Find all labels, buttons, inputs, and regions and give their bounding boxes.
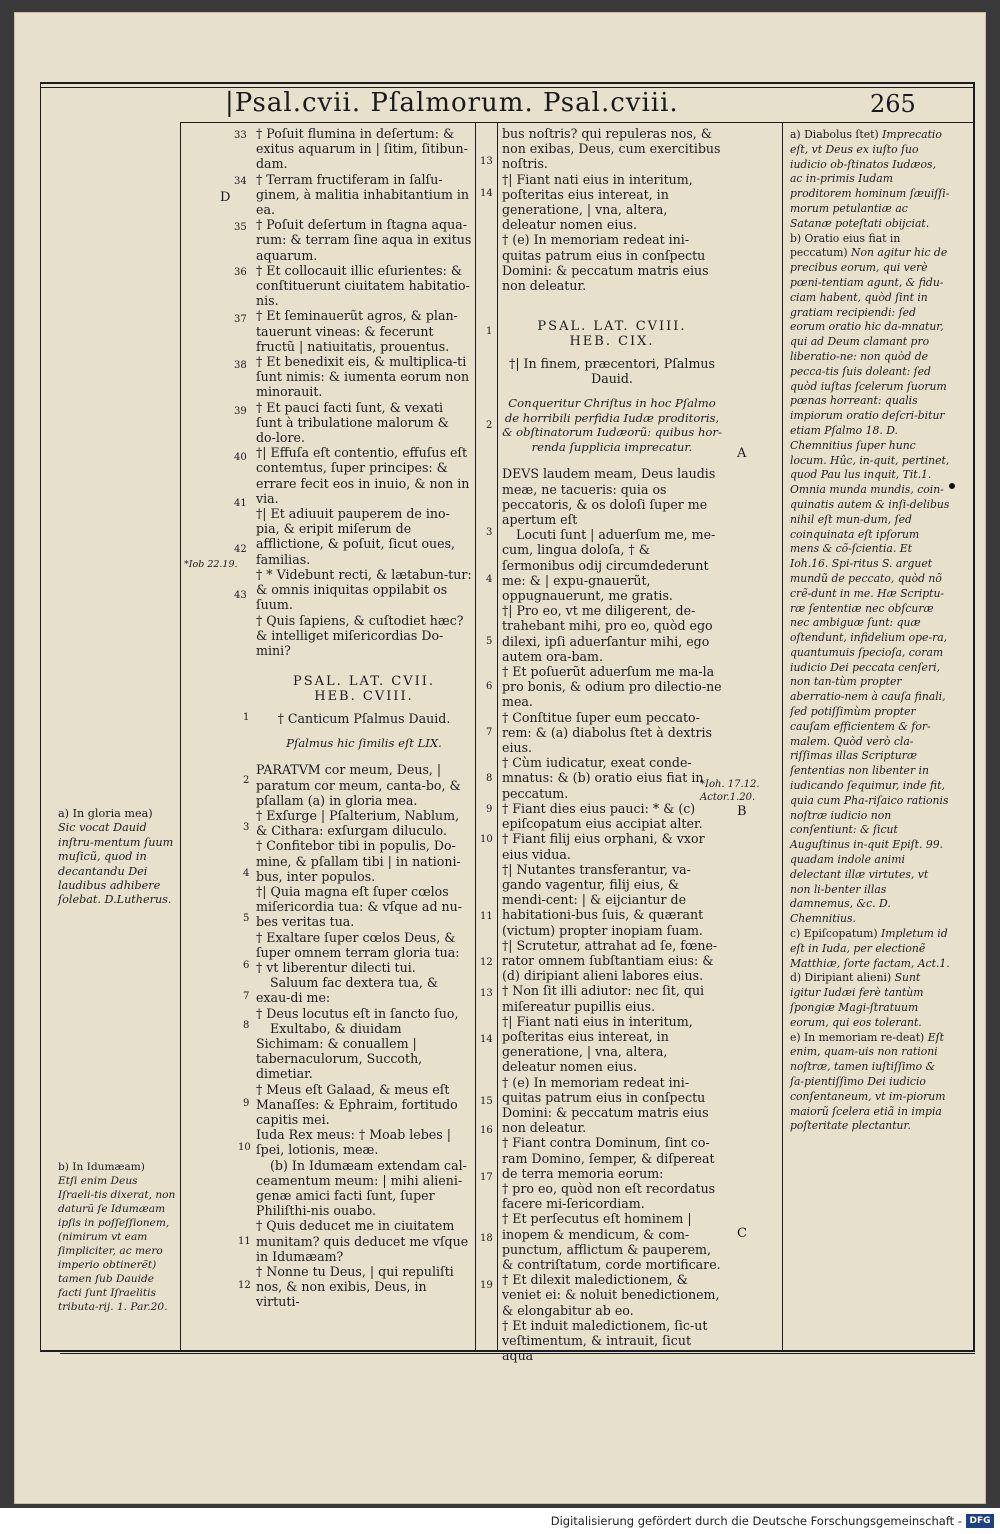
psalm-heading-hebrew: HEB. CIX. bbox=[569, 334, 655, 350]
verse: † (e) In memoriam redeat ini-quitas patrum eius in conſpectu Domini: & peccatum matris eius non deleatur. bbox=[502, 1074, 709, 1136]
margin-note bbox=[58, 807, 176, 908]
column-rule bbox=[475, 122, 476, 1350]
verse: † Cùm iudicatur, exeat conde-mnatus: & (b) oratio eius fiat in peccatum. bbox=[502, 755, 704, 801]
section-letter: D bbox=[220, 190, 231, 205]
verse-number: 36 bbox=[234, 267, 247, 278]
psalm-heading-hebrew: HEB. CVIII. bbox=[314, 689, 414, 705]
verse: † Poſuit deſertum in ſtagna aqua-rum: & terram ſine aqua in exitus aquarum. bbox=[256, 217, 472, 263]
commentary-text: Impletum id eſt in Iuda, per electionẽ Matthiæ, ſorte factam, Act.1. bbox=[790, 927, 950, 970]
verse: † Fiant contra Dominum, ſint co-ram Domino, ſemper, & diſpereat de terra memoria eorum: bbox=[502, 1135, 715, 1181]
verse-number: 37 bbox=[234, 314, 247, 325]
verse-number: 6 bbox=[486, 681, 493, 692]
verse-number: 43 bbox=[234, 590, 247, 601]
verse-number: 14 bbox=[480, 188, 493, 199]
verse-number: 6 bbox=[243, 960, 250, 971]
page-number: 265 bbox=[870, 90, 916, 118]
verse: † Terram fructiferam in ſalſu-ginem, à malitia inhabitantium in ea. bbox=[256, 171, 470, 218]
text-column-left bbox=[256, 126, 472, 1310]
verse-number: 39 bbox=[234, 406, 247, 417]
verse: †| Quia magna eſt ſuper cœlos miſericordia tua: & vſque ad nu-bes veritas tua. bbox=[256, 883, 462, 930]
verse: † Quis deducet me in ciuitatem munitam? quis deducet me vſque in Idumæam? bbox=[256, 1218, 469, 1264]
verse-number: 38 bbox=[234, 360, 247, 371]
commentary-text: Imprecatio eſt, vt Deus ex iuſto ſuo iudicio ob-ſtinatos Iudæos, ac in-primis Iudam proditorem hominum ſæuiſſi-morum petulantiæ ac Satanæ poteſtati obijciat. bbox=[790, 128, 950, 230]
verse-number: 8 bbox=[243, 1020, 250, 1031]
commentary-note bbox=[790, 232, 950, 927]
section-letter: A bbox=[737, 446, 747, 461]
commentary-text: Sunt igitur Iudæi ferè tantùm ſpongiæ Magi-ſtratuum eorum, qui eos tolerant. bbox=[790, 971, 924, 1029]
psalm-heading: PSAL. LAT. CVII. bbox=[292, 674, 435, 690]
verse-number: 8 bbox=[486, 773, 493, 784]
verse: DEVS laudem meam, Deus laudis meæ, ne tacueris: quia os peccatoris, & os doloſi ſuper me apertum eſt bbox=[502, 466, 716, 528]
verse: † Et perſecutus eſt hominem | inopem & mendicum, & com-punctum, afflictum & pauperem, & contriſtatum, corde mortificare. bbox=[502, 1211, 721, 1272]
verse-number: 4 bbox=[486, 574, 493, 585]
verse-number: 42 bbox=[234, 544, 247, 555]
verse-number: 34 bbox=[234, 176, 247, 187]
verse-number: 16 bbox=[480, 1125, 493, 1136]
verse-number: 33 bbox=[234, 130, 247, 141]
verse: † Fiant filij eius orphani, & vxor eius vidua. bbox=[502, 831, 705, 862]
verse: †| Fiant nati eius in interitum, poſteritas eius intereat, in generatione, | vna, altera, deleatur nomen eius. bbox=[502, 171, 693, 233]
commentary-title: d) Diripiant alieni) bbox=[790, 971, 892, 985]
verse-number: 5 bbox=[486, 636, 493, 647]
ink-dot bbox=[949, 483, 955, 489]
commentary-column bbox=[790, 128, 950, 1134]
verse: † vt liberentur dilecti tui. bbox=[256, 959, 416, 975]
verse-number: 40 bbox=[234, 452, 247, 463]
cross-reference: *Ioh. 17.12. Actor.1.20. bbox=[700, 779, 760, 803]
verse-number: 15 bbox=[480, 1096, 493, 1107]
verse: † Et induit maledictionem, ſic-ut veſtimentum, & intrauit, ſicut aqua bbox=[502, 1317, 708, 1364]
verse: (b) In Idumæam extendam cal-ceamentum meum: | mihi alieni-genæ amici facti ſunt, ſuper Philiſthi-nis ouabo. bbox=[256, 1157, 467, 1219]
verse-number: 12 bbox=[238, 1280, 251, 1291]
verse-number: 12 bbox=[480, 957, 493, 968]
verse: † Et collocauit illic eſurientes: & conſtituerunt ciuitatem habitatio-nis. bbox=[256, 262, 470, 309]
section-letter: B bbox=[737, 804, 747, 819]
verse: †| Fiant nati eius in interitum, poſteritas eius intereat, in generatione, | vna, altera, deleatur nomen eius. bbox=[502, 1013, 693, 1075]
verse-number: 3 bbox=[486, 527, 493, 538]
commentary-title: a) Diabolus ſtet) bbox=[790, 128, 879, 141]
verse-number: 18 bbox=[480, 1233, 493, 1244]
verse-number: 11 bbox=[238, 1236, 251, 1247]
verse-number: 2 bbox=[486, 420, 493, 431]
margin-note-title: a) In gloria mea) bbox=[58, 807, 153, 820]
verse: † (e) In memoriam redeat ini-quitas patrum eius in conſpectu Domini: & peccatum matris eius non deleatur. bbox=[502, 232, 709, 294]
verse: † Nonne tu Deus, | qui repuliſti nos, & non exibis, Deus, in virtuti- bbox=[256, 1264, 454, 1310]
dfg-logo: DFG bbox=[966, 1514, 994, 1528]
column-rule bbox=[782, 122, 783, 1350]
verse: † Et poſuerũt aduerſum me ma-la pro bonis, & odium pro dilectio-ne mea. bbox=[502, 664, 722, 710]
psalm-title: †| In finem, præcentori, Pſalmus Dauid. bbox=[509, 355, 715, 386]
verse-number: 14 bbox=[480, 1034, 493, 1045]
verse: † Meus eſt Galaad, & meus eſt Manaſſes: & Ephraim, fortitudo capitis mei. bbox=[256, 1081, 458, 1127]
verse-number: 41 bbox=[234, 498, 247, 509]
verse-number: 13 bbox=[480, 156, 493, 167]
column-rule bbox=[497, 122, 498, 1350]
verse: † Deus locutus eſt in ſancto ſuo, bbox=[256, 1005, 459, 1021]
psalm-heading: PSAL. LAT. CVIII. bbox=[537, 319, 687, 335]
footer-credit: Digitalisierung gefördert durch die Deutsche Forschungsgemeinschaft - bbox=[550, 1514, 962, 1528]
verse: † Conſtitue ſuper eum peccato-rem: & (a) diabolus ſtet à dextris eius. bbox=[502, 709, 712, 756]
verse: † Non ſit illi adiutor: nec ſit, qui miſereatur pupillis eius. bbox=[502, 983, 705, 1014]
verse-number: 10 bbox=[238, 1142, 251, 1153]
verse: † Et dilexit maledictionem, & veniet ei: & noluit benedictionem, & elongabitur ab eo. bbox=[502, 1272, 720, 1318]
verse: † * Videbunt recti, & lætabun-tur: & omnis iniquitas oppilabit os ſuum. bbox=[256, 566, 472, 613]
cross-reference: *Iob 22.19. bbox=[184, 559, 238, 570]
verse: Locuti ſunt | aduerſum me, me-cum, lingua doloſa, † & ſermonibus odij circumdederunt me: & | expu-gnauerũt, oppugnauerunt, me gratis. bbox=[502, 527, 716, 604]
commentary-note bbox=[790, 1031, 950, 1135]
verse: †| Nutantes transferantur, va-gando vagentur, filij eius, & mendi-cent: | & eijciantur de habitationi-bus ſuis, & quærant (victum) propter inopiam ſuam. bbox=[502, 861, 704, 938]
verse: Saluum fac dextera tua, & exau-di me: bbox=[256, 975, 439, 1006]
verse-number: 3 bbox=[243, 822, 250, 833]
verse-number: 19 bbox=[480, 1280, 493, 1291]
margin-note bbox=[58, 1160, 176, 1314]
verse: † Quis ſapiens, & cuſtodiet hæc? & intelliget miſericordias Do-mini? bbox=[256, 612, 464, 658]
verse-number: 9 bbox=[243, 1098, 250, 1109]
verse-number: 10 bbox=[480, 834, 493, 845]
margin-note-text: Etſi enim Deus Iſraeli-tis dixerat, non daturũ ſe Idumæam ipſis in poſſeſſionem,(nimirum vt eam ſimpliciter, ac mero imperio obtinerẽt) tamen ſub Dauide facti ſunt Iſraelitis tributa-rij. 1. Par.20. bbox=[58, 1175, 176, 1313]
commentary-title: c) Epiſcopatum) bbox=[790, 927, 878, 941]
verse-number: 1 bbox=[486, 326, 493, 337]
commentary-note bbox=[790, 971, 950, 1030]
verse-number: 7 bbox=[243, 991, 250, 1002]
commentary-text: Eſt enim, quam-uis non rationi noſtræ, tamen iuſtiſſimo & ſa-pientiſſimo Dei iudicio conſentaneum, vt im-piorum maiorũ ſcelera etiã in impia poſteritate plectantur. bbox=[790, 1030, 946, 1133]
verse: † Exaltare ſuper cœlos Deus, & ſuper omnem terram gloria tua: bbox=[256, 929, 460, 960]
verse-number: 4 bbox=[243, 868, 250, 879]
verse: †| Effuſa eſt contentio, effuſus eſt contemtus, ſuper principes: & errare fecit eos in inuio, & non in via. bbox=[256, 445, 470, 506]
margin-note-text: Sic vocat Dauid inſtru-mentum ſuum muſicũ, quod in decantandu Dei laudibus adhibere ſolebat. D.Lutherus. bbox=[58, 821, 174, 907]
verse: †| Et adiuuit pauperem de ino-pia, & eripit miſerum de afflictione, & poſuit, ſicut oues, familias. bbox=[256, 506, 456, 567]
verse: † pro eo, quòd non eſt recordatus facere mi-ſericordiam. bbox=[502, 1180, 716, 1212]
section-letter: C bbox=[737, 1226, 747, 1241]
psalm-title: † Canticum Pſalmus Dauid. bbox=[277, 710, 451, 726]
verse-number: 2 bbox=[243, 775, 250, 786]
verse: PARATVM cor meum, Deus, | paratum cor meum, canta-bo, & pſallam (a) in gloria mea. bbox=[256, 762, 461, 808]
verse-number: 35 bbox=[234, 222, 247, 233]
verse-number: 9 bbox=[486, 804, 493, 815]
verse: † Et benedixit eis, & multiplica-ti ſunt nimis: & iumenta eorum non minorauit. bbox=[256, 354, 470, 400]
commentary-title: e) In memoriam re-deat) bbox=[790, 1030, 925, 1044]
commentary-text: Non agitur hic de precibus eorum, qui verè pœni-tentiam agunt, & fidu-ciam habent, quòd ſint in gratiam recipiendi: ſed eorum oratio hic da-mnatur, qui ad Deum clamant pro liberatio-ne: non quòd de pecca-tis ſuis doleant: ſed quòd iuſtas ſcelerum ſuorum pœnas horreant: qualis impiorum oratio deſcri-bitur etiam Pſalmo 18. D. Chemnitius ſuper hunc locum. Hûc, in-quit, pertinet, quod Pau lus inquit, Tit.1. Omnia munda mundis, coin-quinatis autem & inſi-delibus nihil eſt mun-dum, ſed coinquinata eſt ipſorum mens & cõ-ſcientia. Et Ioh.16. Spi-ritus S. arguet mundũ de peccato, quòd nõ crẽ-dunt in me. Hæ Scriptu-ræ ſententiæ nec obſcuræ nec ambiguæ ſunt: quæ oſtendunt, infidelium ope-ra, quantumuis ſpecioſa, coram iudicio Dei peccata cenſeri, non tan-tùm propter aberratio-nem à cauſa finali, ſed potiſſimùm propter cauſam efficientem & for-malem. Quòd verò cla-riſſimas illas Scripturæ ſententias non libenter in iudicando ſequimur, inde fit, quia cum Pha-riſaico rationis noſtræ iudicio non conſentiunt: & ſicut Auguſtinus in-quit Epiſt. 99. quadam indole animi delectant illæ virtutes, vt non li-benter illas damnemus, &c. D. Chemnitius. bbox=[790, 246, 950, 926]
verse-number: 17 bbox=[480, 1172, 493, 1183]
commentary-note bbox=[790, 927, 950, 971]
text-column-middle bbox=[502, 126, 722, 1363]
verse: †| Pro eo, vt me diligerent, de-trahebant mihi, pro eo, quòd ego dilexi, ipſi aduerſantur mihi, ego autem ora-bam. bbox=[502, 603, 713, 664]
verse-number: 7 bbox=[486, 727, 493, 738]
commentary-title: b) Oratio eius fiat in peccatum) bbox=[790, 231, 901, 260]
commentary-note bbox=[790, 128, 950, 232]
verse: † Fiant dies eius pauci: * & (c) epiſcopatum eius accipiat alter. bbox=[502, 800, 703, 832]
verse: † Poſuit flumina in deſertum: & exitus aquarum in | ſitim, ſitibun-dam. bbox=[256, 126, 468, 172]
psalm-summary: Conqueritur Chriſtus in hoc Pſalmo de horribili perfidia Iudæ proditoris, & obſtinatorum Iudæorũ: quibus hor-renda ſupplicia imprecatur. bbox=[502, 396, 722, 454]
verse-number: 13 bbox=[480, 988, 493, 999]
verse: † Et pauci facti ſunt, & vexati ſunt à tribulatione malorum & do-lore. bbox=[256, 399, 449, 446]
verse: Exultabo, & diuidam Sichimam: & conuallem | tabernaculorum, Succoth, dimetiar. bbox=[256, 1020, 423, 1082]
column-rule bbox=[180, 122, 181, 1350]
verse: †| Scrutetur, attrahat ad ſe, fœne-rator omnem ſubſtantiam eius: & (d) diripiant alieni labores eius. bbox=[502, 937, 718, 984]
verse-number: 11 bbox=[480, 911, 493, 922]
footer-bar bbox=[0, 1508, 1000, 1534]
verse: bus noſtris? qui repuleras nos, & non exibas, Deus, cum exercitibus noſtris. bbox=[502, 126, 721, 172]
verse: † Et ſeminauerũt agros, & plan-tauerunt vineas: & fecerunt fructũ | natiuitatis, prouentus. bbox=[256, 308, 458, 354]
verse-number: 5 bbox=[243, 913, 250, 924]
margin-note-title: b) In Idumæam) bbox=[58, 1161, 145, 1173]
running-head: |Psal.cvii. Pſalmorum. Psal.cviii. bbox=[225, 88, 679, 118]
verse: † Exſurge | Pſalterium, Nablum, & Cithara: exſurgam diluculo. bbox=[256, 807, 460, 839]
verse-number: 1 bbox=[243, 712, 250, 723]
verse: † Confitebor tibi in populis, Do-mine, & pſallam tibi | in nationi-bus, inter populos. bbox=[256, 838, 461, 884]
psalm-summary: Pſalmus hic ſimilis eſt LIX. bbox=[286, 735, 442, 750]
verse: Iuda Rex meus: † Moab lebes | ſpei, lotionis, meæ. bbox=[256, 1127, 451, 1158]
